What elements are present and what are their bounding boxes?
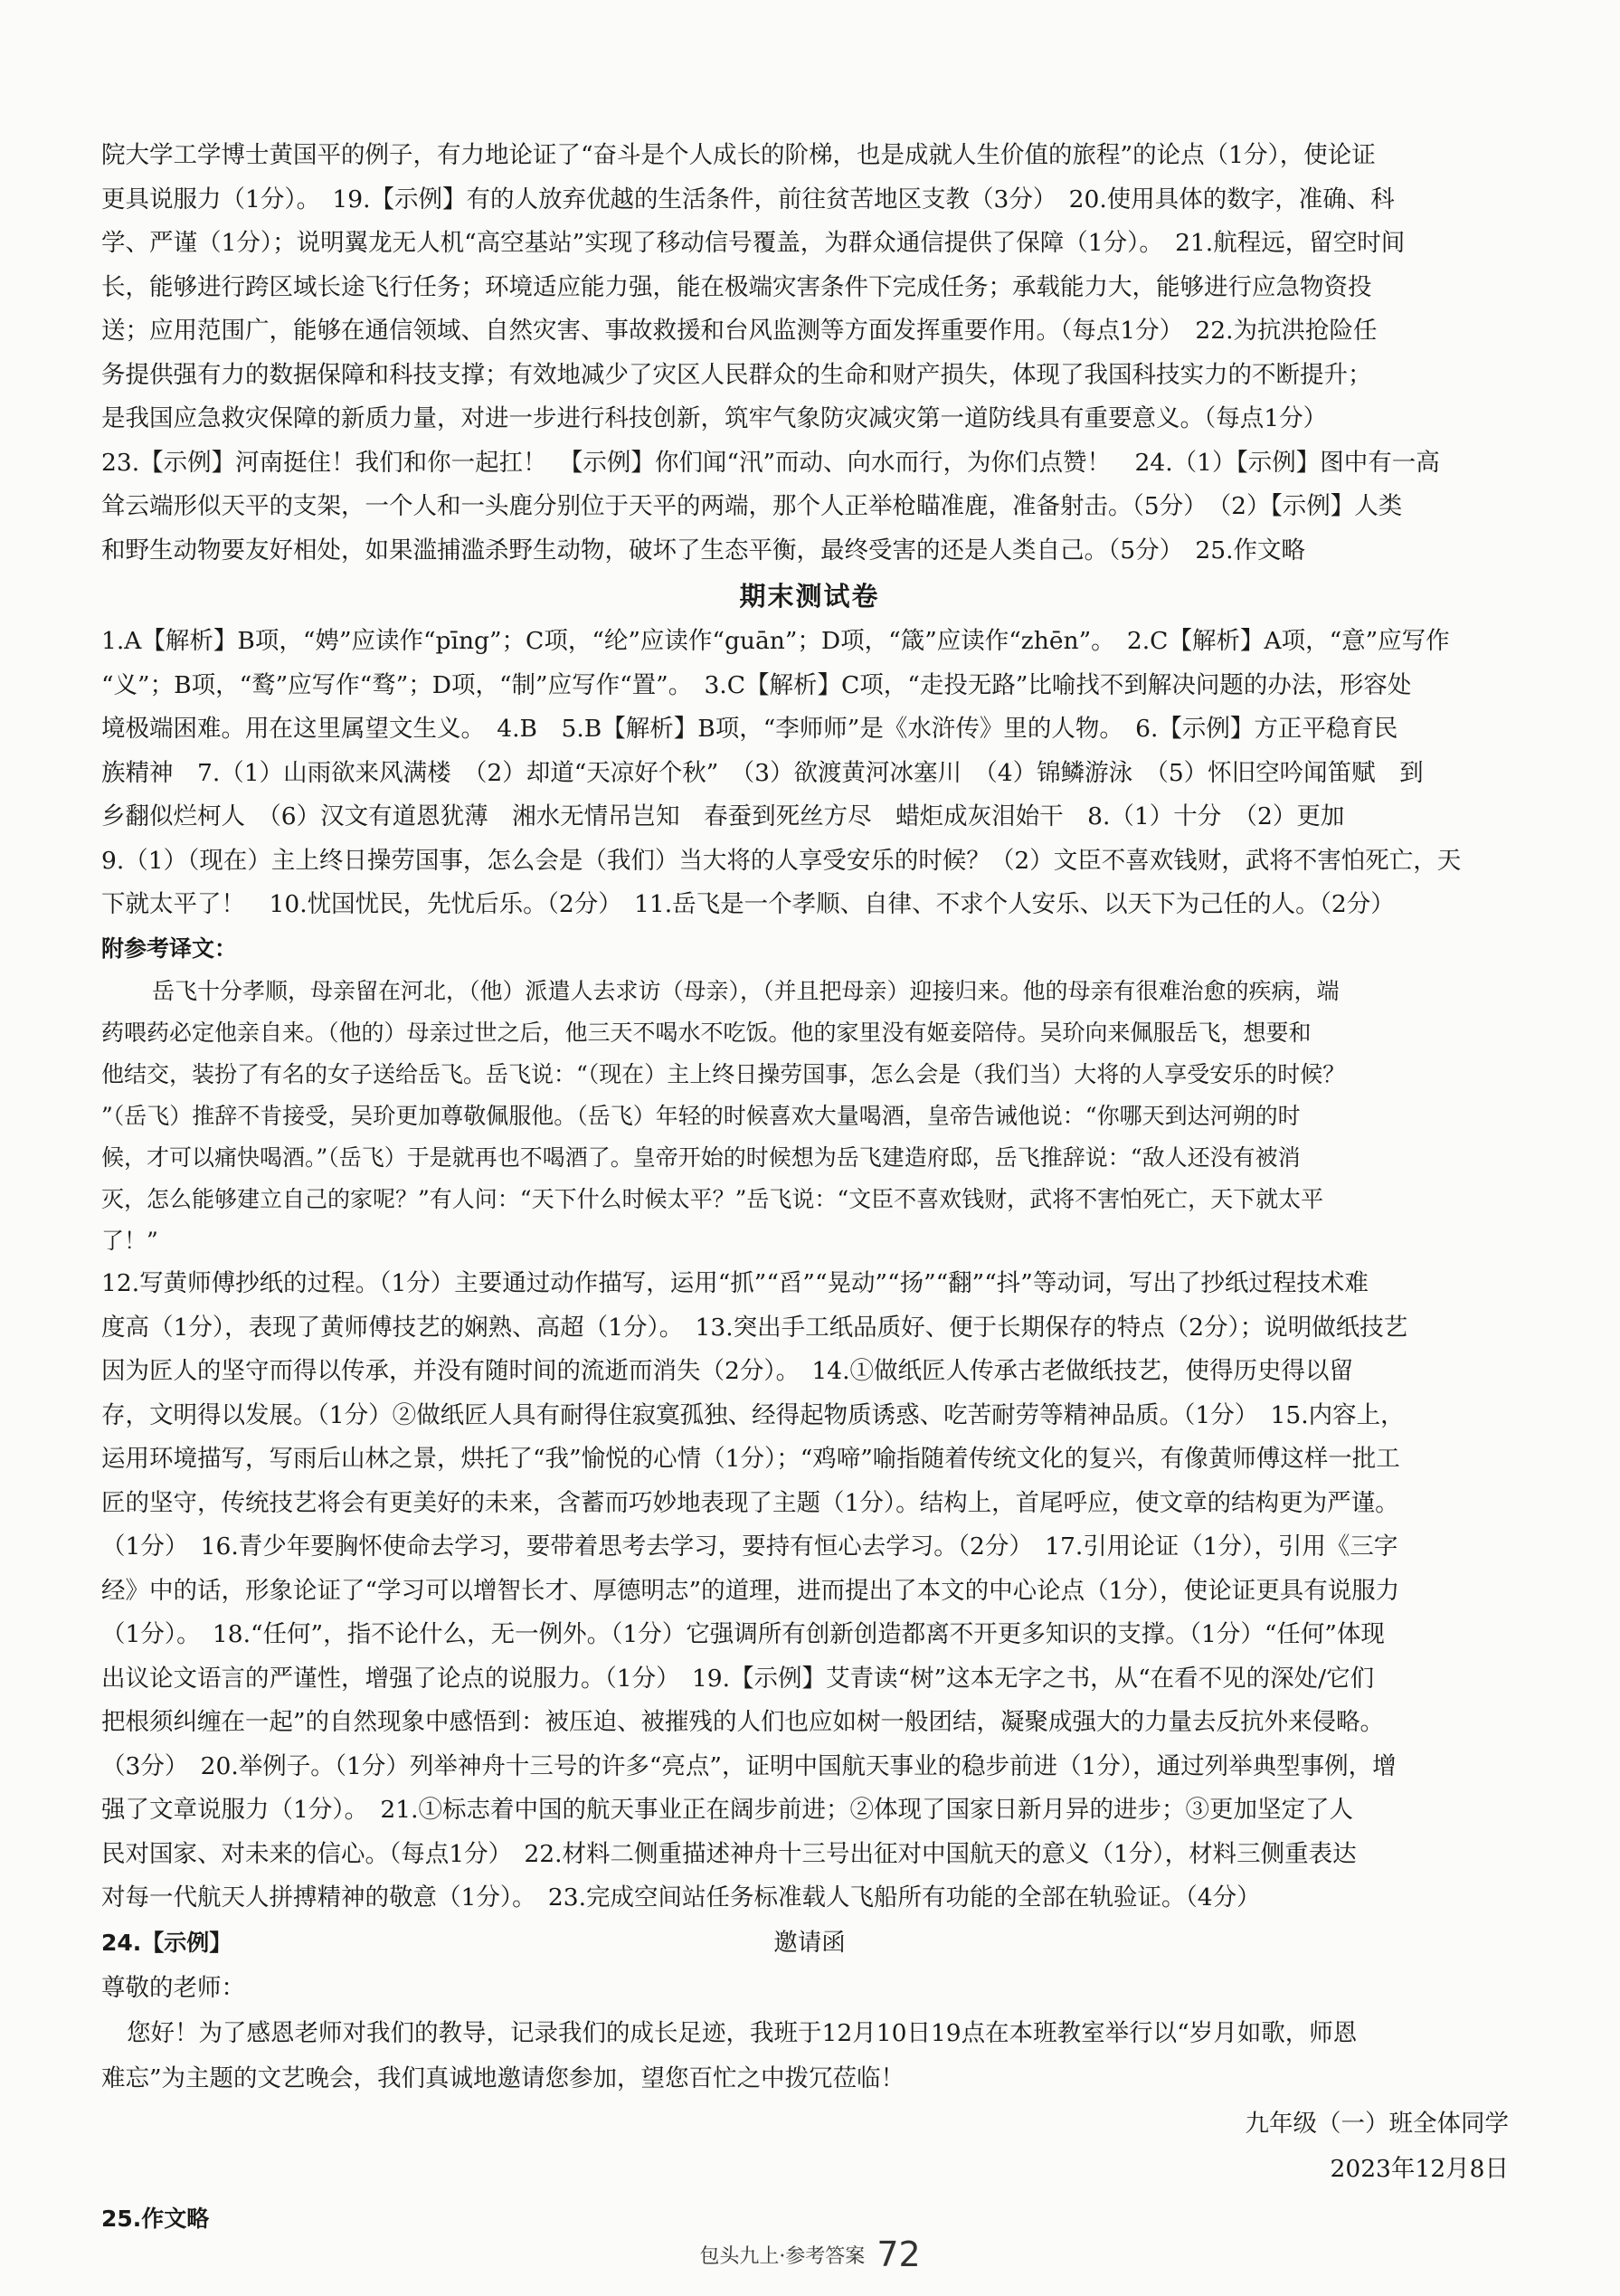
text-line: 和野生动物要友好相处，如果滥捕滥杀野生动物，破坏了生态平衡，最终受害的还是人类自己。（5分） 25.作文略 [101, 536, 1306, 565]
text-line: 12.写黄师傅抄纸的过程。（1分）主要通过动作描写，运用“抓”“舀”“晃动”“扬”“翻”“抖”等动词，写出了抄纸过程技术难 [101, 1269, 1369, 1297]
text-line: 运用环境描写，写雨后山林之景，烘托了“我”愉悦的心情（1分）；“鸡啼”喻指随着传统文化的复兴，有像黄师傅这样一批工 [101, 1445, 1400, 1473]
translation-line: 了！” [101, 1228, 158, 1254]
text-line: 存，文明得以发展。（1分）②做纸匠人具有耐得住寂寞孤独、经得起物质诱惑、吃苦耐劳等精神品质。（1分） 15.内容上， [101, 1400, 1405, 1429]
text-line: 长，能够进行跨区域长途飞行任务；环境适应能力强，能在极端灾害条件下完成任务；承载能力大，能够进行应急物资投 [101, 272, 1372, 301]
letter-salutation: 尊敬的老师： [101, 1973, 245, 2002]
text-line: 23.【示例】河南挺住！我们和你一起扛！ 【示例】你们闻“汛”而动、向水而行，为你们点赞！ 24.（1）【示例】图中有一高 [101, 448, 1440, 477]
text-line: 民对国家、对未来的信心。（每点1分） 22.材料二侧重描述神舟十三号出征对中国航天的意义（1分），材料三侧重表达 [101, 1839, 1357, 1868]
text-line: 经》中的话，形象论证了“学习可以增智长才、厚德明志”的道理，进而提出了本文的中心论点（1分），使论证更具有说服力 [101, 1576, 1400, 1605]
text-line: 9.（1）（现在）主上终日操劳国事，怎么会是（我们）当大将的人享受安乐的时候？（2）文臣不喜欢钱财，武将不害怕死亡，天 [101, 846, 1462, 875]
letter-signature: 九年级（一）班全体同学 [1245, 2109, 1509, 2138]
reference-translation [101, 971, 1518, 1262]
letter-header [101, 1921, 1518, 1966]
letter-date: 2023年12月8日 [1330, 2154, 1509, 2183]
answers-part-1 [101, 134, 1518, 573]
translation-line: 他结交，装扮了有名的女子送给岳飞。岳飞说：“（现在）主上终日操劳国事，怎么会是（我们当）大将的人享受安乐的时候？ [101, 1061, 1346, 1087]
page-footer [0, 2234, 1620, 2274]
answers-part-3 [101, 1262, 1518, 1921]
last-answer-item: 25.作文略 [101, 2205, 210, 2232]
text-line: 下就太平了！ 10.忧国忧民，先忧后乐。（2分） 11.岳飞是一个孝顺、自律、不求个人安乐、以天下为己任的人。（2分） [101, 890, 1395, 918]
page-content [101, 134, 1518, 2241]
text-line: 务提供强有力的数据保障和科技支撑；有效地减少了灾区人民群众的生命和财产损失，体现了我国科技实力的不断提升； [101, 360, 1372, 389]
section-title: 期末测试卷 [739, 581, 880, 612]
text-line: 乡翻似烂柯人 （6）汉文有道恩犹薄 湘水无情吊岂知 春蚕到死丝方尽 蜡炬成灰泪始干 8.（1）十分 （2）更加 [101, 802, 1345, 830]
text-line: 是我国应急救灾保障的新质力量，对进一步进行科技创新，筑牢气象防灾减灾第一道防线具有重要意义。（每点1分） [101, 404, 1328, 432]
text-line: 族精神 7.（1）山雨欲来风满楼 （2）却道“天凉好个秋” （3）欲渡黄河冰塞川 （4）锦鳞游泳 （5）怀旧空吟闻笛赋 到 [101, 758, 1424, 787]
text-line: 对每一代航天人拼搏精神的敬意（1分）。 23.完成空间站任务标准载人飞船所有功能的全部在轨验证。（4分） [101, 1883, 1261, 1912]
translation-line: ”（岳飞）推辞不肯接受，吴玠更加尊敬佩服他。（岳飞）年轻的时候喜欢大量喝酒，皇帝告诫他说：“你哪天到达河朔的时 [101, 1103, 1301, 1129]
text-line: （1分）。 18.“任何”，指不论什么，无一例外。（1分）它强调所有创新创造都离不开更多知识的支撑。（1分）“任何”体现 [101, 1620, 1385, 1648]
text-line: 把根须纠缠在一起”的自然现象中感悟到：被压迫、被摧残的人们也应如树一般团结，凝聚成强大的力量去反抗外来侵略。 [101, 1708, 1385, 1736]
text-line: 匠的坚守，传统技艺将会有更美好的未来，含蓄而巧妙地表现了主题（1分）。结构上，首尾呼应，使文章的结构更为严谨。 [101, 1488, 1399, 1517]
text-line: 境极端困难。用在这里属望文生义。 4.B 5.B【解析】B项，“李师师”是《水浒传》里的人物。 6.【示例】方正平稳育民 [101, 715, 1398, 743]
text-line: 耸云端形似天平的支架，一个人和一头鹿分别位于天平的两端，那个人正举枪瞄准鹿，准备射击。（5分） （2）【示例】人类 [101, 492, 1403, 520]
translation-line: 药喂药必定他亲自来。（他的）母亲过世之后，他三天不喝水不吃饭。他的家里没有姬妾陪侍。吴玠向来佩服岳飞，想要和 [101, 1020, 1312, 1046]
translation-label: 附参考译文： [101, 935, 238, 962]
text-line: 更具说服力（1分）。 19.【示例】有的人放弃优越的生活条件，前往贫苦地区支教（3分） 20.使用具体的数字，准确、科 [101, 185, 1395, 213]
text-line: 强了文章说服力（1分）。 21.①标志着中国的航天事业正在阔步前进；②体现了国家日新月异的进步；③更加坚定了人 [101, 1796, 1354, 1824]
text-line: （1分） 16.青少年要胸怀使命去学习，要带着思考去学习，要持有恒心去学习。（2分） 17.引用论证（1分），引用《三字 [101, 1532, 1398, 1561]
translation-line: 灭，怎么能够建立自己的家呢？”有人问：“天下什么时候太平？”岳飞说：“文臣不喜欢钱财，武将不害怕死亡，天下就太平 [101, 1186, 1324, 1212]
page-number: 72 [876, 2234, 921, 2274]
text-line: 学、严谨（1分）；说明翼龙无人机“高空基站”实现了移动信号覆盖，为群众通信提供了保障（1分）。 21.航程远，留空时间 [101, 229, 1406, 257]
text-line: 1.A【解析】B项，“娉”应读作“pīng”；C项，“纶”应读作“guān”；D项，“箴”应读作“zhēn”。 2.C【解析】A项，“意”应写作 [101, 627, 1450, 655]
translation-line: 候，才可以痛快喝酒。”（岳飞）于是就再也不喝酒了。皇帝开始的时候想为岳飞建造府邸，岳飞推辞说：“敌人还没有被消 [101, 1144, 1301, 1171]
text-line: 院大学工学博士黄国平的例子，有力地论证了“奋斗是个人成长的阶梯，也是成就人生价值的旅程”的论点（1分），使论证 [101, 141, 1376, 169]
letter-body-line: 您好！为了感恩老师对我们的教导，记录我们的成长足迹，我班于12月10日19点在本班教室举行以“岁月如歌，师恩 [127, 2018, 1358, 2047]
text-line: （3分） 20.举例子。（1分）列举神舟十三号的许多“亮点”，证明中国航天事业的稳步前进（1分），通过列举典型事例，增 [101, 1751, 1397, 1780]
answers-part-2 [101, 620, 1518, 927]
text-line: 送；应用范围广，能够在通信领域、自然灾害、事故救援和台风监测等方面发挥重要作用。（每点1分） 22.为抗洪抢险任 [101, 317, 1378, 345]
text-line: “义”；B项，“鹜”应写作“骛”；D项，“制”应写作“置”。 3.C【解析】C项，“走投无路”比喻找不到解决问题的办法，形容处 [101, 670, 1412, 699]
letter-title: 邀请函 [773, 1928, 846, 1957]
letter-label: 24.【示例】 [101, 1929, 232, 1956]
footer-text: 包头九上·参考答案 [699, 2245, 866, 2268]
text-line: 出议论文语言的严谨性，增强了论点的说服力。（1分） 19.【示例】艾青读“树”这本无字之书，从“在看不见的深处/它们 [101, 1664, 1375, 1693]
text-line: 因为匠人的坚守而得以传承，并没有随时间的流逝而消失（2分）。 14.①做纸匠人传承古老做纸技艺，使得历史得以留 [101, 1357, 1354, 1385]
letter-body-line: 难忘”为主题的文艺晚会，我们真诚地邀请您参加，望您百忙之中拨冗莅临！ [101, 2064, 905, 2092]
translation-line: 岳飞十分孝顺，母亲留在河北，（他）派遣人去求访（母亲），（并且把母亲）迎接归来。他的母亲有很难治愈的疾病，端 [152, 978, 1340, 1004]
text-line: 度高（1分），表现了黄师傅技艺的娴熟、高超（1分）。 13.突出手工纸品质好、便于长期保存的特点（2分）；说明做纸技艺 [101, 1313, 1408, 1342]
invitation-letter [101, 1921, 1518, 2192]
